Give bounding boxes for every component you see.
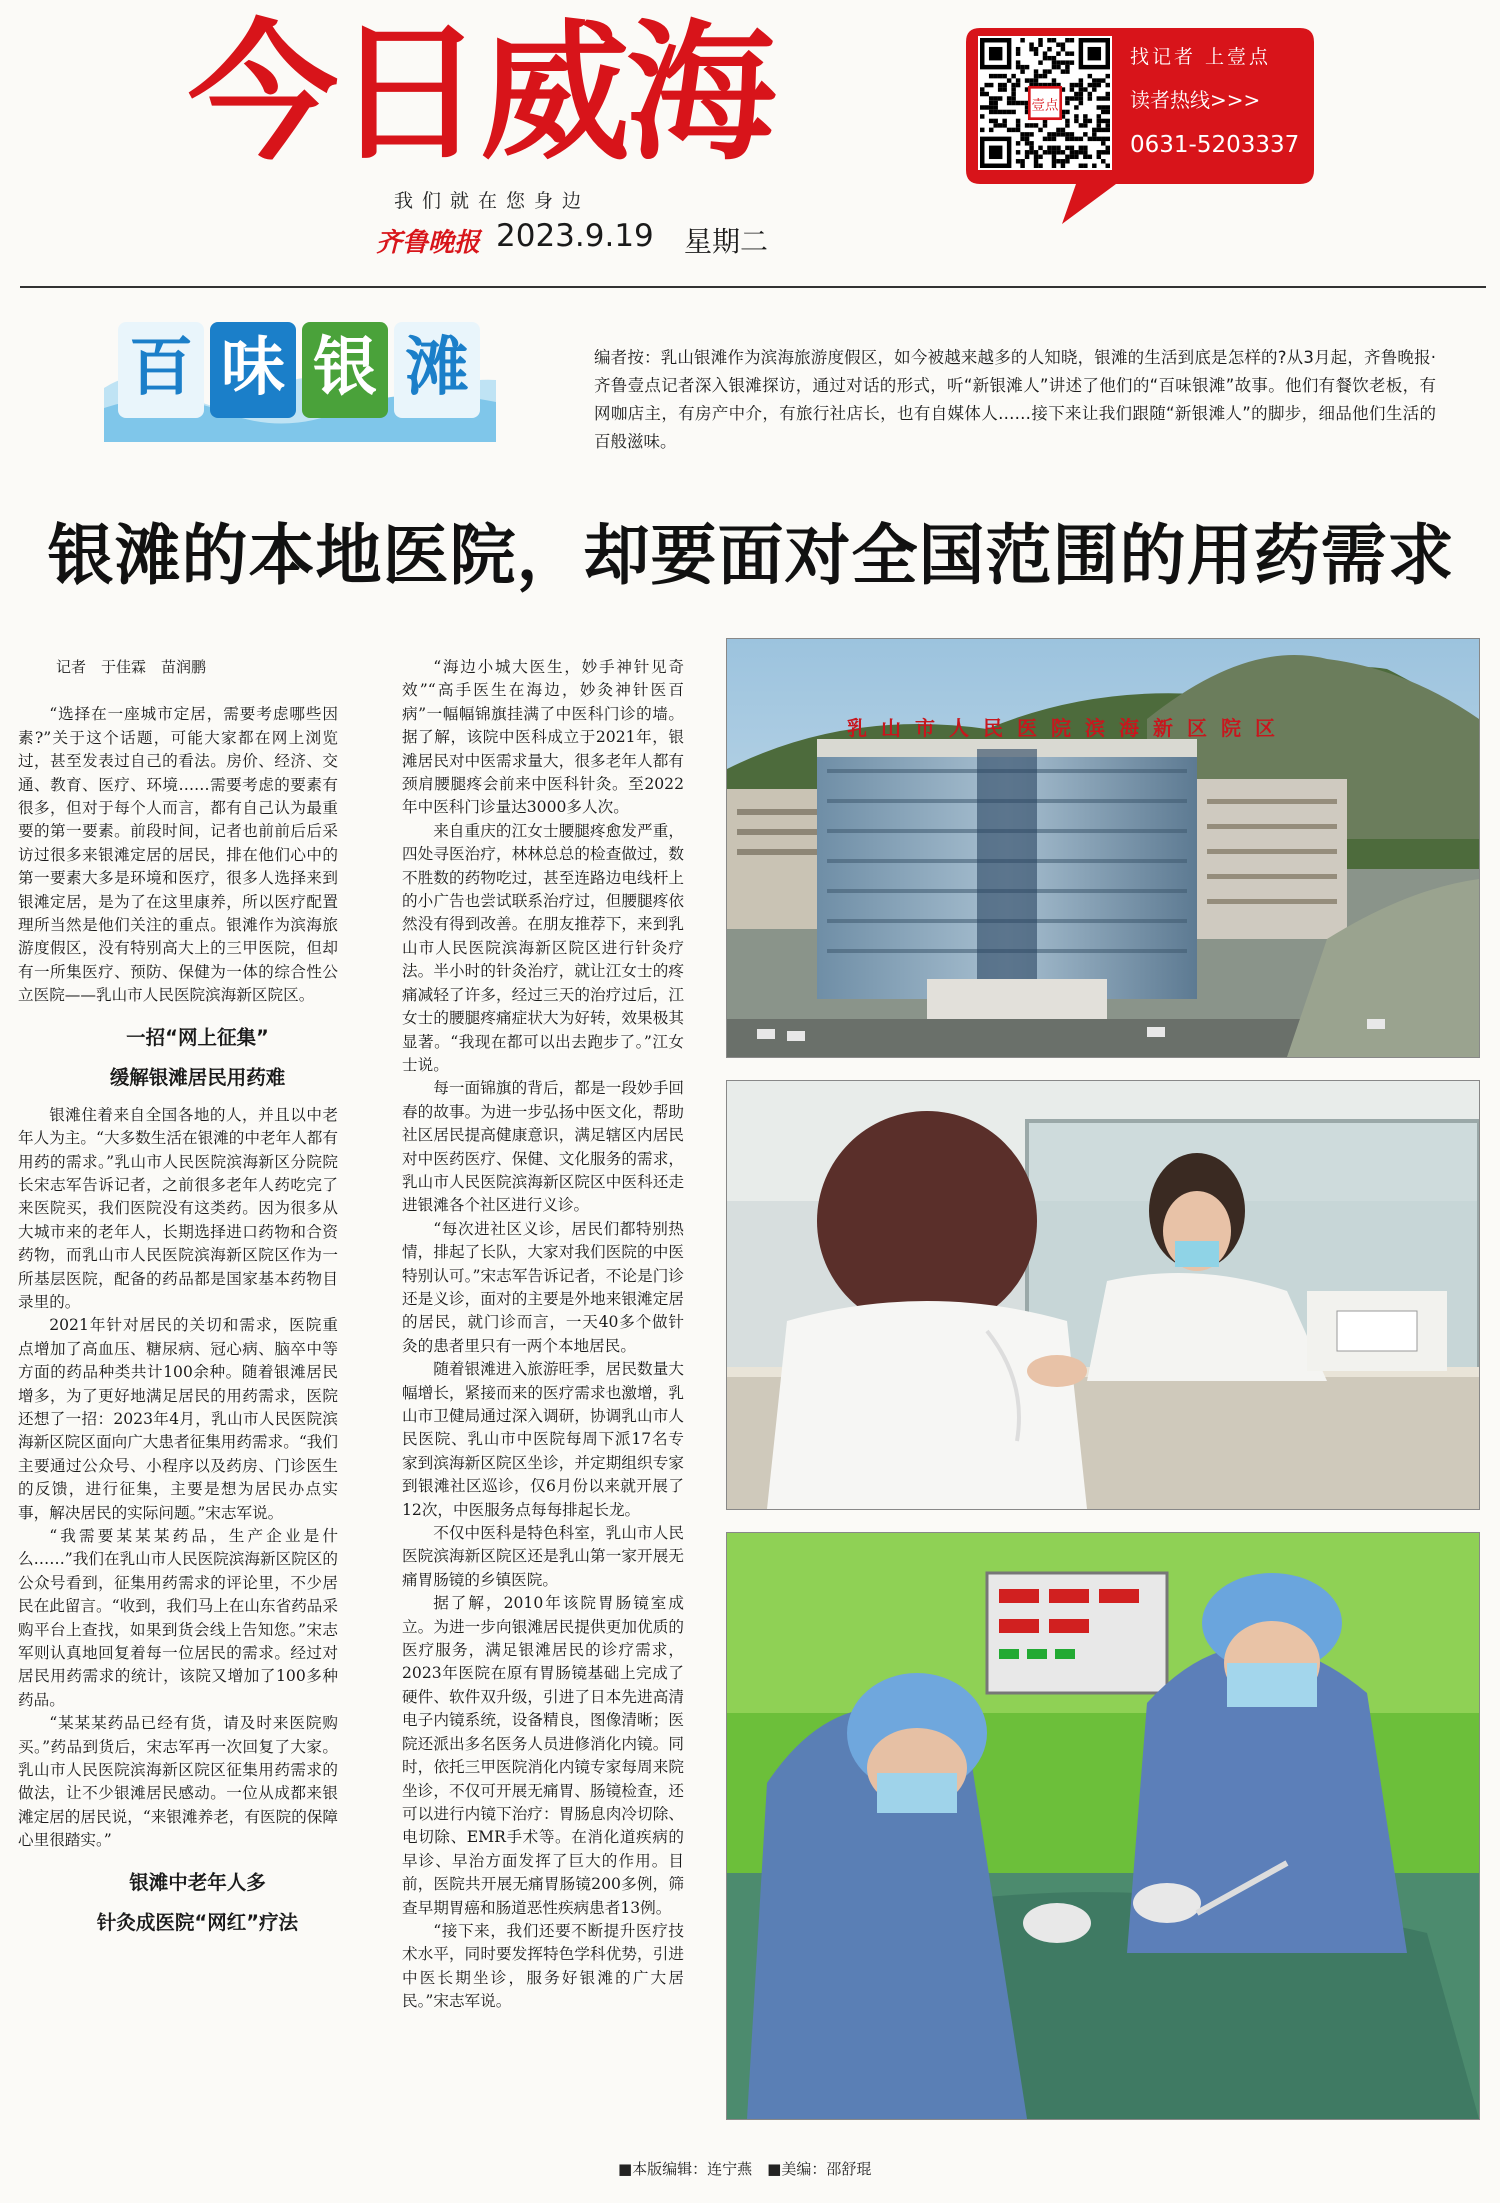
clinic-counter-photo	[726, 1080, 1480, 1510]
clinic-photo-illustration	[727, 1081, 1479, 1509]
paragraph: “某某某药品已经有货，请及时来医院购买。”药品到货后，宋志军再一次回复了大家。乳山市人民医院滨海新区院区征集用药需求的做法，让不少银滩居民感动。一位从成都来银滩定居的居民说，“来银滩养老，有医院的保障心里很踏实。”	[18, 1714, 338, 1850]
endoscopy-surgery-photo	[726, 1532, 1480, 2120]
paragraph: 每一面锦旗的背后，都是一段妙手回春的故事。为进一步弘扬中医文化，帮助社区居民提高健康意识，满足辖区内居民对中医药医疗、保健、文化服务的需求，乳山市人民医院滨海新区院区中医科还走进银滩各个社区进行义诊。	[402, 1079, 684, 1215]
paragraph: “我需要某某某药品，生产企业是什么……”我们在乳山市人民医院滨海新区院区的公众号看到，征集用药需求的评论里，不少居民在此留言。“收到，我们马上在山东省药品采购平台上查找，如果到货会线上告知您。”宋志军则认真地回复着每一位居民的需求。经过对居民用药需求的统计，该院又增加了100多种药品。	[18, 1527, 338, 1709]
paragraph: “选择在一座城市定居，需要考虑哪些因素?”关于这个话题，可能大家都在网上浏览过，甚至发表过自己的看法。房价、经济、交通、教育、医疗、环境……需要考虑的要素有很多，但对于每个人而言，都有自己认为最重要的第一要素。前段时间，记者也前前后后采访过很多来银滩定居的居民，排在他们心中的第一要素大多是环境和医疗，很多人选择来到银滩定居，是为了在这里康养，所以医疗配置理所当然是他们关注的重点。银滩作为滨海旅游度假区，没有特别高大上的三甲医院，但却有一所集医疗、预防、保健为一体的综合性公立医院——乳山市人民医院滨海新区院区。	[18, 705, 338, 1005]
subheading-line: 银滩中老年人多	[129, 1870, 266, 1894]
qr-code-icon[interactable]	[978, 36, 1112, 170]
subheading-line: 一招“网上征集”	[126, 1025, 269, 1049]
paragraph: 随着银滩进入旅游旺季，居民数量大幅增长，紧接而来的医疗需求也激增，乳山市卫健局通过深入调研，协调乳山市人民医院、乳山市中医院每周下派17名专家到滨海新区院区坐诊，并定期组织专家到银滩社区巡诊，仅6月份以来就开展了12次，中医服务点每每排起长龙。	[402, 1360, 684, 1519]
logo-char-tan: 滩	[394, 322, 480, 418]
surgery-photo-illustration	[727, 1533, 1479, 2119]
hospital-sign-text: 乳山市人民医院滨海新区院区	[847, 716, 1289, 740]
paper-name: 齐鲁晚报	[376, 228, 481, 258]
subheading-2	[18, 1863, 338, 1943]
headline: 银滩的本地医院，却要面对全国范围的用药需求	[47, 516, 1455, 594]
logo-char-yin: 银	[302, 322, 388, 418]
paragraph: 2021年针对居民的关切和需求，医院重点增加了高血压、糖尿病、冠心病、脑卒中等方面的药品种类共计100余种。随着银滩居民增多，为了更好地满足居民的用药需求，医院还想了一招：2023年4月，乳山市人民医院滨海新区院区面向广大患者征集用药需求。“我们主要通过公众号、小程序以及药房、门诊医生的反馈，进行征集，主要是想为居民办点实事，解决居民的实际问题。”宋志军说。	[18, 1316, 338, 1522]
editor-credit: ■本版编辑：连宁燕 ■美编：邵舒琨	[618, 2160, 872, 2178]
subheading-line: 缓解银滩居民用药难	[109, 1065, 286, 1089]
qr-badge-text: 壹点	[1031, 98, 1059, 114]
paragraph: “接下来，我们还要不断提升医疗技术水平，同时要发挥特色学科优势，引进中医长期坐诊，服务好银滩的广大居民。”宋志军说。	[402, 1921, 684, 2011]
paragraph: 来自重庆的江女士腰腿疼愈发严重，四处寻医治疗，林林总总的检查做过，数不胜数的药物吃过，甚至连路边电线杆上的小广告也尝试联系治疗过，但腰腿疼依然没有得到改善。在朋友推荐下，来到乳山市人民医院滨海新区院区进行针灸疗法。半小时的针灸治疗，就让江女士的疼痛减轻了许多，经过三天的治疗过后，江女士的腰腿疼痛症状大为好转，效果极其显著。“我现在都可以出去跑步了。”江女士说。	[402, 821, 684, 1074]
logo-char-bai: 百	[118, 322, 204, 418]
hotline-number[interactable]: 0631-5203337	[1130, 132, 1300, 158]
article-column-2	[402, 656, 684, 2014]
hospital-photo-illustration	[727, 639, 1479, 1057]
paragraph: “每次进社区义诊，居民们都特别热情，排起了长队，大家对我们医院的中医特别认可。”宋志军告诉记者，不论是门诊还是义诊，面对的主要是外地来银滩定居的居民，就门诊而言，一天40多个做针灸的患者里只有一两个本地居民。	[402, 1219, 684, 1355]
hotline-slogan: 找记者 上壹点	[1130, 46, 1272, 68]
masthead-slogan: 我们就在您身边	[394, 190, 591, 212]
editor-note: 编者按：乳山银滩作为滨海旅游度假区，如今被越来越多的人知晓，银滩的生活到底是怎样的?从3月起，齐鲁晚报·齐鲁壹点记者深入银滩探访，通过对话的形式，听“新银滩人”讲述了他们的“百味银滩”故事。他们有餐饮老板，有网咖店主，有房产中介，有旅行社店长，也有自媒体人……接下来让我们跟随“新银滩人”的脚步，细品他们生活的百般滋味。	[594, 348, 1436, 451]
section-logo	[104, 322, 496, 442]
subheading-line: 针灸成医院“网红”疗法	[96, 1910, 299, 1934]
paragraph: 银滩住着来自全国各地的人，并且以中老年人为主。“大多数生活在银滩的中老年人都有用药的需求。”乳山市人民医院滨海新区分院院长宋志军告诉记者，之前很多老年人药吃完了来医院买，我们医院没有这类药。因为很多从大城市来的老年人，长期选择进口药物和合资药物，而乳山市人民医院滨海新区院区作为一所基层医院，配备的药品都是国家基本药物目录里的。	[18, 1105, 338, 1311]
paragraph: 不仅中医科是特色科室，乳山市人民医院滨海新区院区还是乳山第一家开展无痛胃肠镜的乡镇医院。	[402, 1524, 684, 1589]
masthead-title: 今日威海	[188, 7, 773, 181]
subheading-1	[18, 1018, 338, 1098]
paragraph: 据了解，2010年该院胃肠镜室成立。为进一步向银滩居民提供更加优质的医疗服务，满足银滩居民的诊疗需求，2023年医院在原有胃肠镜基础上完成了硬件、软件双升级，引进了日本先进高清电子内镜系统，设备精良，图像清晰；医院还派出多名医务人员进修消化内镜。同时，依托三甲医院消化内镜专家每周来院坐诊，不仅可开展无痛胃、肠镜检查，还可以进行内镜下治疗：胃肠息肉冷切除、电切除、EMR手术等。在消化道疾病的早诊、早治方面发挥了巨大的作用。目前，医院共开展无痛胃肠镜200多例，筛查早期胃癌和肠道恶性疾病患者13例。	[402, 1594, 684, 1917]
hospital-aerial-photo	[726, 638, 1480, 1058]
hotline-label: 读者热线>>>	[1130, 88, 1261, 112]
logo-char-wei: 味	[210, 322, 296, 418]
byline: 记者 于佳霖 苗润鹏	[56, 658, 207, 676]
paragraph: “海边小城大医生，妙手神针见奇效”“高手医生在海边，妙灸神针医百病”一幅幅锦旗挂满了中医科门诊的墙。据了解，该院中医科成立于2021年，银滩居民对中医需求量大，很多老年人都有颈肩腰腿疼会前来中医科针灸。至2022年中医科门诊量达3000多人次。	[402, 658, 684, 817]
issue-date: 2023.9.19	[496, 218, 654, 254]
article-column-1	[18, 656, 338, 1949]
issue-weekday: 星期二	[684, 225, 769, 258]
masthead-divider	[20, 286, 1486, 288]
